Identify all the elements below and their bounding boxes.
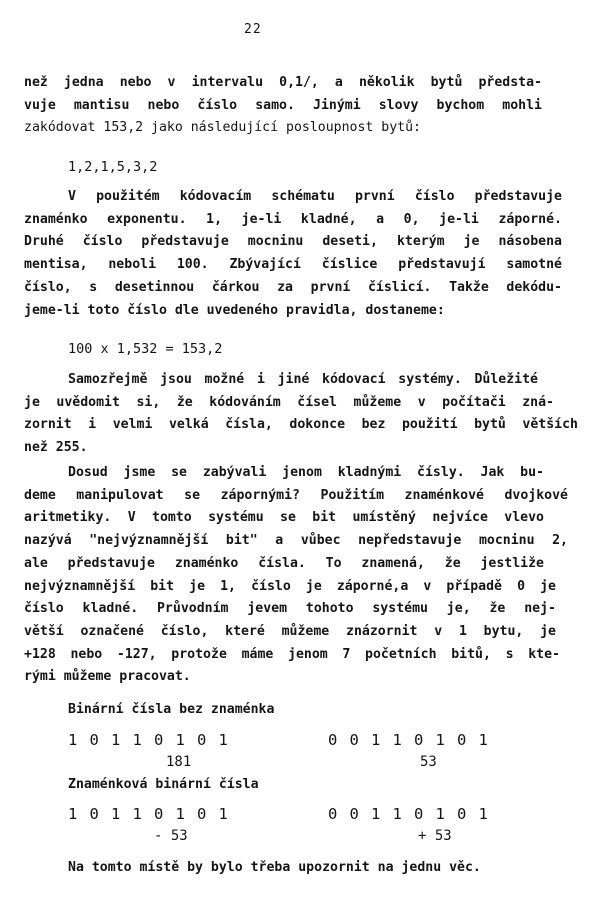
text-line: číslo, s desetinnou čárkou za první číslicí. Takže dekódu- [24, 279, 562, 295]
bit: 1 [392, 805, 402, 823]
text-line: aritmetiky. V tomto systému se bit umístěný nejvíce vlevo [24, 510, 544, 526]
text-line: Samozřejmě jsou možné i jiné kódovací systémy. Důležité [68, 372, 538, 387]
bit: 0 [197, 805, 207, 823]
bit: 0 [197, 731, 207, 749]
bit: 0 [89, 731, 99, 749]
bit: 0 [89, 805, 99, 823]
bit: 0 [414, 805, 424, 823]
bit: 1 [111, 731, 121, 749]
text-line: Dosud jsme se zabývali jenom kladnými čísly. Jak bu- [68, 465, 544, 480]
page-number: 22 [244, 22, 262, 37]
signed-right-bits [328, 805, 500, 823]
bit: 1 [218, 731, 228, 749]
bit: 1 [175, 805, 185, 823]
signed-left-value: - 53 [154, 828, 188, 844]
text-line: zornit i velmi velká čísla, dokonce bez použití bytů větších [24, 417, 578, 433]
text-line: mentisa, neboli 100. Zbývající číslice představují samotné [24, 257, 562, 273]
text-line: nejvýznamnější bit je 1, číslo je záporné,a v případě 0 je [24, 578, 556, 594]
byte-sequence: 1,2,1,5,3,2 [68, 159, 158, 175]
bit: 1 [435, 731, 445, 749]
text-line: V použitém kódovacím schématu první číslo představuje [68, 189, 562, 204]
text-line: Druhé číslo představuje mocninu deseti, kterým je násobena [24, 234, 562, 250]
paragraph-3 [24, 369, 578, 460]
paragraph-4 [24, 462, 568, 689]
bit: 1 [392, 731, 402, 749]
unsigned-left-value: 181 [166, 754, 192, 770]
bit: 0 [328, 731, 338, 749]
text-line: deme manipulovat se zápornými? Použitím znaménkové dvojkové [24, 487, 568, 503]
bit: 1 [478, 731, 488, 749]
decoding-equation: 100 x 1,532 = 153,2 [68, 341, 223, 357]
unsigned-right-value: 53 [420, 754, 437, 770]
bit: 0 [154, 731, 164, 749]
text-line: vuje mantisu nebo číslo samo. Jinými slovy bychom mohli [24, 97, 542, 113]
unsigned-heading: Binární čísla bez znaménka [68, 702, 275, 717]
text-line: je uvědomit si, že kódováním čísel můžeme v počítači zná- [24, 394, 554, 410]
bit: 1 [132, 731, 142, 749]
text-line: nazývá "nejvýznamnější bit" a vůbec nepředstavuje mocninu 2, [24, 533, 568, 549]
unsigned-left-bits [68, 731, 240, 749]
bit: 1 [175, 731, 185, 749]
text-line: +128 nebo -127, protože máme jenom 7 početních bitů, s kte- [24, 646, 560, 662]
bit: 1 [218, 805, 228, 823]
bit: 1 [132, 805, 142, 823]
text-line: větší označené číslo, které můžeme znázornit v 1 bytu, je [24, 623, 556, 639]
text-line: než jedna nebo v intervalu 0,1/, a několik bytů předsta- [24, 75, 542, 90]
text-line: rými můžeme pracovat. [24, 669, 191, 685]
bit: 1 [371, 805, 381, 823]
text-line: znaménko exponentu. 1, je-li kladné, a 0, je-li záporné. [24, 211, 562, 227]
text-line: číslo kladné. Průvodním jevem tohoto systému je, že nej- [24, 601, 556, 617]
text-line: ale představuje znaménko čísla. To znamená, že jestliže [24, 555, 544, 571]
text-line: zakódovat 153,2 jako následující posloupnost bytů: [24, 120, 421, 136]
bit: 0 [349, 805, 359, 823]
closing-line: Na tomto místě by bylo třeba upozornit na jednu věc. [68, 860, 481, 875]
bit: 1 [478, 805, 488, 823]
signed-right-value: + 53 [418, 828, 452, 844]
text-line: jeme-li toto číslo dle uvedeného pravidla, dostaneme: [24, 302, 445, 318]
bit: 1 [435, 805, 445, 823]
bit: 1 [111, 805, 121, 823]
bit: 0 [349, 731, 359, 749]
signed-heading: Znaménková binární čísla [68, 777, 259, 792]
paragraph-2 [24, 186, 562, 322]
bit: 1 [68, 805, 78, 823]
bit: 0 [154, 805, 164, 823]
bit: 1 [371, 731, 381, 749]
paragraph-1 [24, 72, 542, 140]
bit: 0 [457, 805, 467, 823]
signed-left-bits [68, 805, 240, 823]
text-line: než 255. [24, 440, 88, 456]
unsigned-right-bits [328, 731, 500, 749]
bit: 0 [457, 731, 467, 749]
bit: 0 [414, 731, 424, 749]
bit: 0 [328, 805, 338, 823]
bit: 1 [68, 731, 78, 749]
